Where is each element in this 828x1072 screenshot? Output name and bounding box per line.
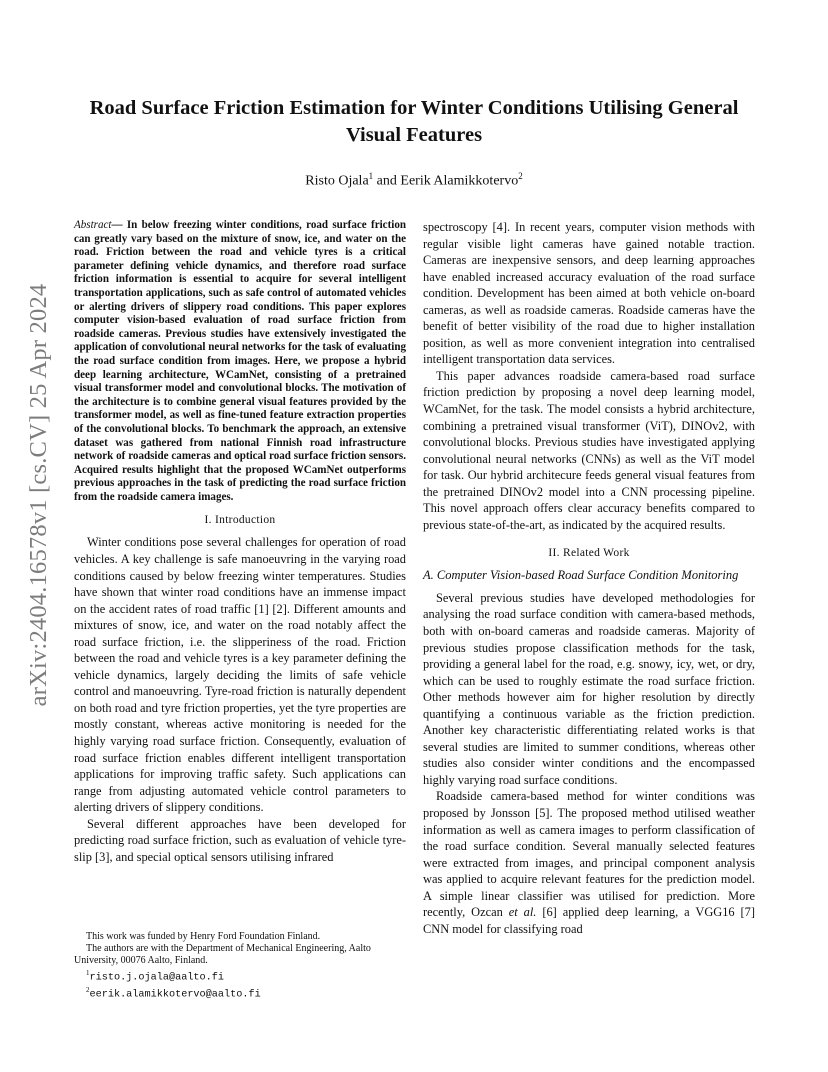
paragraph: [423, 788, 755, 937]
affiliation-mark: 2: [518, 171, 523, 181]
author-name: Eerik Alamikkotervo: [400, 173, 519, 189]
author-conjunction: and: [373, 173, 401, 189]
paragraph: Several different approaches have been developed for predicting road surface friction, such as evaluation of vehicle tyre-slip [3], and special optical sensors utilising infrared: [74, 816, 406, 864]
author-line: [80, 171, 748, 190]
email-address: eerik.alamikkotervo@aalto.fi: [89, 989, 261, 1001]
section-heading-related-work: II. Related Work: [548, 547, 630, 560]
abstract-label: Abstract: [74, 219, 112, 231]
affiliation-mark: 1: [368, 171, 374, 181]
footnote-funding: This work was funded by Henry Ford Foundation Finland.: [86, 931, 321, 942]
footnote-mark: 1: [86, 969, 90, 977]
abstract-text: In below freezing winter conditions, road surface friction can greatly vary based on the mixture of snow, ice, and water on the road. Friction between the road and vehicle tyres is a critical parameter defining vehicle dynamics, and therefore road surface friction information is essential to acquire for several intelligent transportation applications, such as safe control of automated vehicles or alerting drivers of slippery road conditions. This paper explores computer vision-based evaluation of road surface friction from roadside cameras. Previous studies have extensively investigated the application of convolutional neural networks for the task of evaluating the road surface condition from images. Here, we propose a hybrid deep learning architecture, WCamNet, consisting of a pretrained visual transformer model and convolutional blocks. The motivation of the architecture is to combine general visual features provided by the transformer model, as well as fine-tuned feature extraction properties of the convolutional blocks. To benchmark the approach, an extensive dataset was gathered from national Finnish road infrastructure network of roadside cameras and optical road surface friction sensors. Acquired results highlight that the proposed WCamNet outperforms previous approaches in the task of predicting the road surface friction from the roadside camera images.: [74, 219, 406, 503]
paragraph: This paper advances roadside camera-based road surface friction prediction by proposing a novel deep learning model, WCamNet, for the task. The model consists a hybrid architecture, combining a pretrained visual transformer (ViT), DINOv2, with convolutional blocks. Previous studies have investigated applying convolutional neural networks (CNNs) as well as the ViT model for task. Our hybrid architecure feeds general visual features from the pretrained DINOv2 model into a CNN processing pipeline. This novel approach offers clear accuracy benefits compared to previous state-of-the-art, as indicated by the acquired results.: [423, 368, 755, 532]
paragraph: Winter conditions pose several challenges for operation of road vehicles. A key challenge is safe manoeuvring in the varying road conditions caused by below freezing winter temperatures. Studies have shown that winter road conditions have an immense impact on the accident rates of road traffic [1] [2]. Different amounts and mixtures of snow, ice, and water on the road notably affect the road surface friction, i.e. the slipperiness of the road. Friction between the road and vehicle tyres is a key parameter defining the vehicle dynamics, largely deciding the limits of safe vehicle control and manoeuvring. Tyre-road friction is naturally dependent on both road and tyre friction properties, yet the tyre properties are mostly constant, whereas active monitoring is needed for the highly varying road surface friction. Consequently, evaluation of road surface friction enables different intelligent transportation applications for improving traffic safety. Such applications can range from adjusting automated vehicle control parameters to alerting drivers of slippery conditions.: [74, 535, 406, 815]
arxiv-identifier: arXiv:2404.16578v1 [cs.CV] 25 Apr 2024: [25, 283, 52, 707]
footnotes: [74, 931, 406, 1002]
footnote-affiliation: The authors are with the Department of Mechanical Engineering, Aalto University, 00076 Aalto, Finland.: [74, 943, 371, 966]
footnote-email: [74, 967, 406, 984]
right-column: [423, 219, 755, 937]
paragraph-text: Roadside camera-based method for winter conditions was proposed by Jonsson [5]. The proposed method utilised weather information as well as camera images to perform classification of the road surface condition. Several manually selected features were extracted from images, and principal component analysis was applied to acquire relevant features for the prediction model. A simple linear classifier was utilised for prediction. More recently, Ozcan: [423, 789, 755, 920]
paragraph-text: [6] applied deep learning, a VGG16 [7] CNN model for classifying road: [423, 905, 756, 936]
author-name: Risto Ojala: [305, 173, 369, 189]
footnote-email: [74, 984, 406, 1001]
abstract: [74, 219, 406, 504]
paragraph: spectroscopy [4]. In recent years, computer vision methods with regular visible light cameras have gained notable traction. Cameras are inexpensive sensors, and deep learning approaches have enabled increased accuracy evaluation of the road surface condition. Development has been aimed at both vehicle on-board cameras, as well as roadside cameras. Roadside cameras have the benefit of better visibility of the road due to higher installation position, as well as more convenient integration into centralised intelligent transportation data services.: [423, 220, 755, 367]
left-column: [74, 219, 406, 865]
footnote-mark: 2: [86, 986, 90, 995]
section-heading-introduction: I. Introduction: [204, 514, 276, 527]
arxiv-identifier-sidebar: [18, 285, 60, 705]
paragraph: Several previous studies have developed methodologies for analysing the road surface condition with camera-based methods, both with on-board cameras and roadside cameras. Majority of previous studies propose classification methods for the task, providing a general label for the road, e.g. snowy, icy, wet, or dry, which can be used to roughly estimate the road surface friction. Other methods however aim for higher resolution by directly quantifying a continuous variable as the friction prediction. Another key characteristic differentiating related works is that several studies are limited to summer conditions, whereas other studies also consider winter conditions and the encompassed highly varying road surface conditions.: [423, 590, 755, 787]
subsection-heading: A. Computer Vision-based Road Surface Condition Monitoring: [423, 568, 739, 583]
emphasis: et al.: [508, 905, 537, 920]
email-address: risto.j.ojala@aalto.fi: [89, 972, 224, 984]
paper-title: Road Surface Friction Estimation for Winter Conditions Utilising General Visual Features: [89, 97, 739, 146]
abstract-dash: —: [111, 219, 127, 231]
